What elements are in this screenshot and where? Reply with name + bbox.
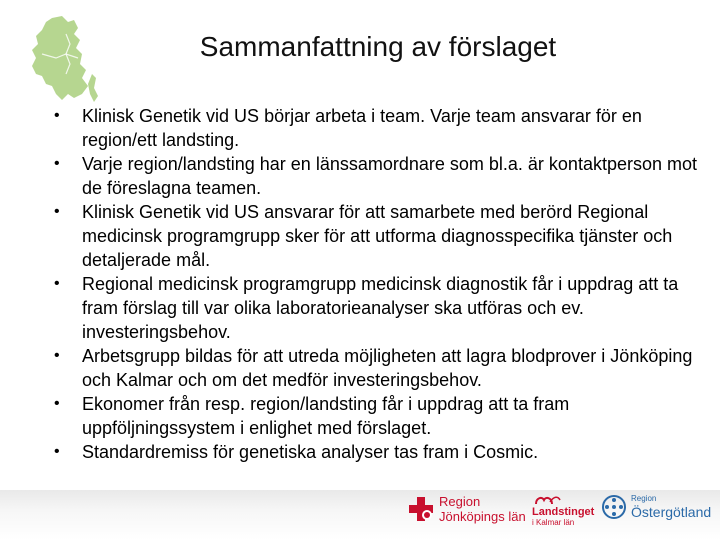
bullet-text: Klinisk Genetik vid US ansvarar för att samarbete med berörd Regional medicinsk programgrupp sker för att utforma diagnosspecifika tjänster och detaljerade mål.: [82, 202, 673, 270]
landstinget-kalmar-logo: [532, 494, 594, 528]
bullet-item: [52, 392, 702, 440]
logo-line-2: i Kalmar län: [532, 518, 575, 527]
bullet-text: Varje region/landsting har en länssamordnare som bl.a. är kontaktperson mot de föreslagna teamen.: [82, 154, 697, 198]
bullet-item: [52, 200, 702, 272]
bullet-item: [52, 104, 702, 152]
bullet-item: [52, 152, 702, 200]
bullet-item: [52, 344, 702, 392]
slide-title: Sammanfattning av förslaget: [199, 31, 557, 62]
bullet-text: Ekonomer från resp. region/landsting får i uppdrag att ta fram uppföljningssystem i enlighet med förslaget.: [82, 394, 570, 438]
logo-line-2: Östergötland: [631, 504, 712, 520]
region-ostergotland-logo: [601, 494, 711, 520]
heart-swoosh-icon: [532, 494, 562, 506]
bullet-text: Standardremiss för genetiska analyser tas fram i Cosmic.: [82, 442, 539, 462]
bullet-symbol: •: [54, 347, 60, 364]
bullet-text: Regional medicinsk programgrupp medicinsk diagnostik får i uppdrag att ta fram förslag till var olika laboratorieanalyser ska utföras och ev. investeringsbehov.: [82, 274, 679, 342]
logo-line-1: Landstinget: [532, 506, 595, 518]
bullet-text: Arbetsgrupp bildas för att utreda möjligheten att lagra blodprover i Jönköping och Kalmar och om det medför investeringsbehov.: [82, 346, 693, 390]
bullet-item: [52, 440, 702, 464]
bullet-symbol: •: [54, 107, 60, 124]
bullet-symbol: •: [54, 443, 60, 460]
region-jonkoping-logo: [407, 494, 526, 524]
bullet-symbol: •: [54, 155, 60, 172]
bullet-item: [52, 272, 702, 344]
bullet-text: Klinisk Genetik vid US börjar arbeta i team. Varje team ansvarar för en region/ett landsting.: [82, 106, 642, 150]
bullet-symbol: •: [54, 203, 60, 220]
ostergotland-emblem-icon: [601, 494, 627, 520]
red-cross-heart-icon: [407, 495, 435, 523]
bullet-symbol: •: [54, 395, 60, 412]
bullet-list: [52, 104, 702, 464]
logo-line-1: Region: [631, 494, 657, 503]
logo-line-2: Jönköpings län: [439, 509, 526, 524]
logo-line-1: Region: [439, 494, 481, 509]
bullet-symbol: •: [54, 275, 60, 292]
